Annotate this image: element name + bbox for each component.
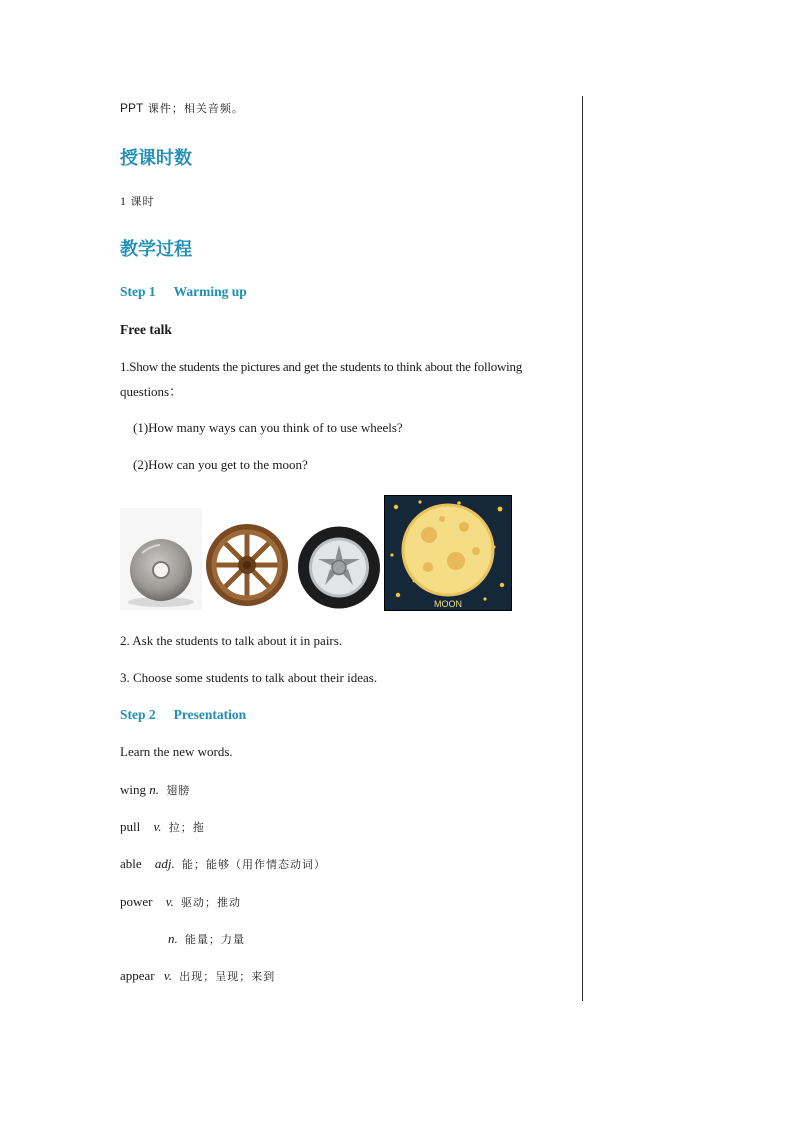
step1-heading — [120, 284, 247, 300]
section-heading-process: 教学过程 — [120, 239, 192, 260]
vocab-item — [120, 782, 190, 799]
vocab-pos: n. — [149, 782, 159, 797]
car-tire-image — [296, 525, 382, 610]
vocab-pos: n. — [168, 931, 178, 946]
vocab-item — [168, 931, 245, 948]
vocab-item — [120, 894, 241, 911]
vocab-meaning: 翅膀 — [166, 784, 191, 797]
vocab-meaning: 拉；拖 — [168, 821, 205, 834]
step2-label: Step 2 — [120, 707, 156, 722]
stone-wheel-image — [120, 508, 202, 610]
vocab-word: able — [120, 856, 142, 871]
vocab-meaning: 驱动；推动 — [181, 896, 242, 909]
vocab-word: pull — [120, 819, 141, 834]
materials-text: 课件；相关音频。 — [143, 102, 244, 115]
vocab-meaning: 能量；力量 — [185, 933, 245, 946]
vocab-word: wing — [120, 782, 146, 797]
wooden-wheel-image — [203, 520, 291, 610]
hours-value: 1 — [120, 194, 126, 208]
margin-divider-line — [582, 96, 583, 1001]
moon-image — [384, 495, 512, 611]
step1-title: Warming up — [173, 284, 247, 299]
vocab-item — [120, 856, 326, 873]
vocab-pos: v. — [153, 819, 162, 834]
vocab-meaning: 出现；呈现；来到 — [179, 970, 276, 983]
hours-unit: 课时 — [126, 195, 155, 208]
materials-ppt: PPT — [120, 101, 144, 115]
materials-line — [120, 100, 244, 117]
vocab-item — [120, 968, 275, 985]
vocab-pos: v. — [165, 894, 174, 909]
step2-intro: Learn the new words. — [120, 744, 233, 759]
vocab-meaning: 能；能够（用作情态动词） — [182, 858, 327, 871]
vocab-pos: v. — [163, 968, 172, 983]
question-1: (1)How many ways can you think of to use wheels? — [133, 420, 403, 435]
question-2: (2)How can you get to the moon? — [133, 457, 308, 472]
step2-heading — [120, 707, 246, 723]
step1-item3: 3. Choose some students to talk about their ideas. — [120, 670, 378, 685]
step2-title: Presentation — [173, 707, 247, 722]
step1-item1-line2: questions： — [120, 384, 183, 399]
moon-label: MOON — [434, 599, 462, 609]
step1-item2: 2. Ask the students to talk about it in pairs. — [120, 633, 343, 648]
vocab-pos: adj. — [154, 856, 175, 871]
vocab-word: power — [120, 894, 153, 909]
step1-item1-line1: 1.Show the students the pictures and get the students to think about the following — [120, 359, 522, 374]
step1-label: Step 1 — [120, 284, 156, 299]
free-talk-label: Free talk — [120, 322, 172, 337]
section-heading-hours: 授课时数 — [120, 148, 192, 169]
vocab-word: appear — [120, 968, 155, 983]
vocab-item — [120, 819, 205, 836]
hours-line — [120, 193, 155, 210]
